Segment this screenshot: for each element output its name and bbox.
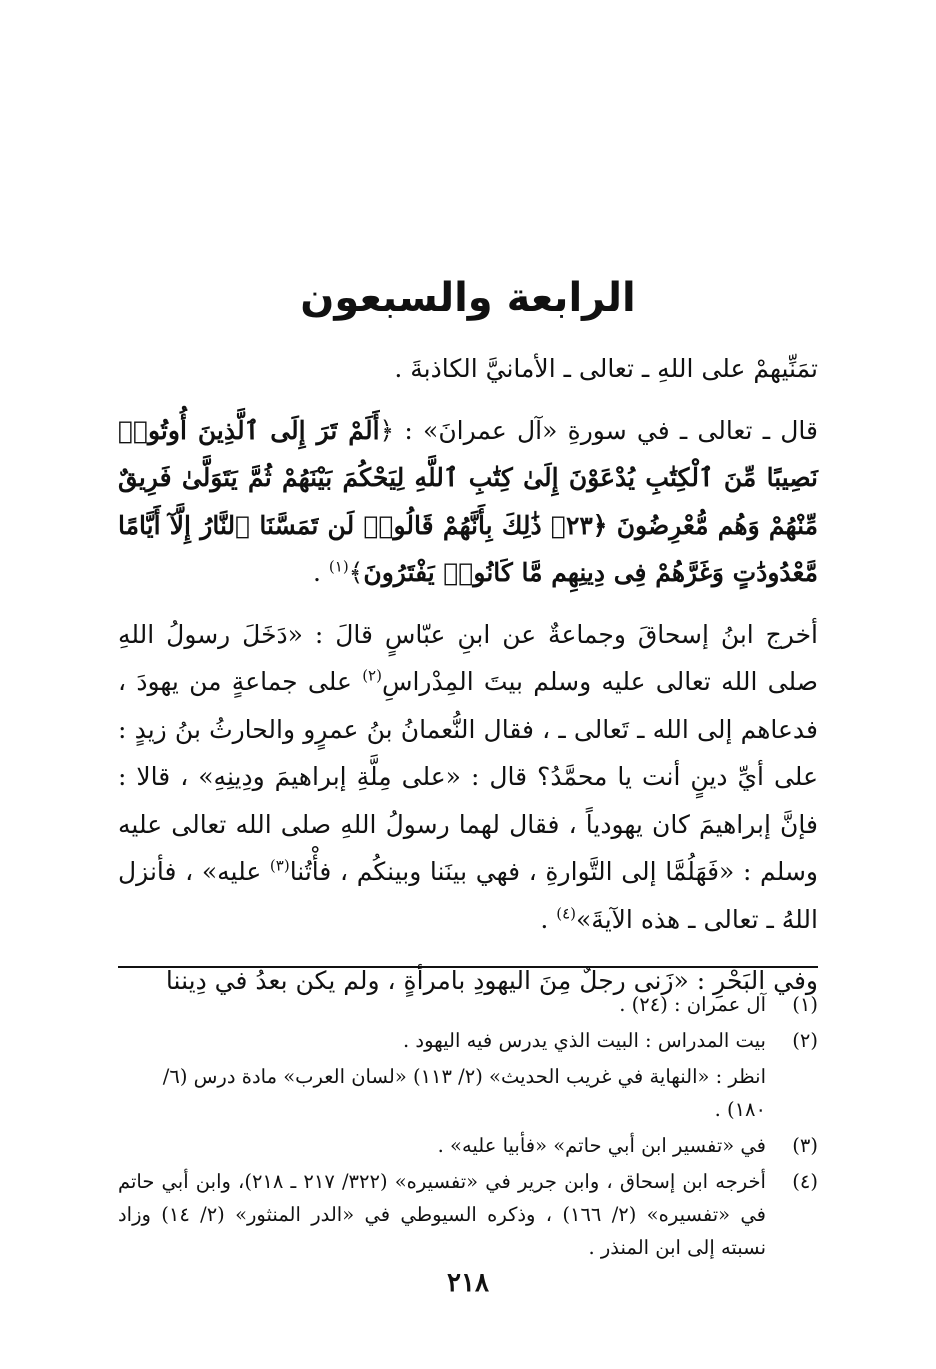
footnote-1: [118, 988, 818, 1021]
verse-end: .: [312, 558, 329, 587]
footnote-number: (١): [792, 993, 818, 1016]
footnote-text: بيت المدراس : البيت الذي يدرس فيه اليهود .: [403, 1029, 766, 1052]
footnote-ref-3[interactable]: (٣): [269, 856, 290, 875]
verse-close-bracket: ﴾: [348, 558, 364, 587]
verse-intro: قال ـ تعالى ـ في سورةِ «آل عمرانَ» :: [404, 415, 818, 445]
footnote-text: في «تفسير ابن أبي حاتم» «فأبيا عليه» .: [437, 1134, 766, 1157]
paragraph-verse: [118, 407, 818, 597]
paragraph-bahr: وفي البَحْرِ : «زَنى رجلٌ مِنَ اليهودِ بامرأةٍ ، ولم يكن بعدُ في دِيننا: [165, 966, 818, 995]
footnote-ref-1[interactable]: (١): [328, 557, 349, 576]
footnotes: [118, 988, 818, 1267]
footnote-text: أخرجه ابن إسحاق ، وابن جرير في «تفسيره» (٣٢٢/ ٢١٧ ـ ٢١٨)، وابن أبي حاتم في «تفسيره» (٢/ ١٦٦) ، وذكره السيوطي في «الدر المنثور» (٢/ ١٤) وزاد نسبته إلى ابن المنذر .: [118, 1170, 766, 1259]
footnote-2-reference: انظر : «النهاية في غريب الحديث» (٢/ ١١٣) «لسان العرب» مادة درس (٦/ ١٨٠) .: [162, 1065, 766, 1121]
page-number: ٢١٨: [447, 1268, 489, 1298]
footnote-4: [118, 1165, 818, 1264]
footnote-text: آل عمران : (٢٤) .: [619, 993, 766, 1016]
main-text: [118, 345, 818, 1005]
hadith-part-c: عليه» ، فأنزل اللهُ ـ تعالى ـ هذه الآيةَ»: [118, 857, 818, 934]
footnote-3: [118, 1129, 818, 1162]
quran-verse: أَلَمْ تَرَ إِلَى ٱلَّذِينَ أُوتُوا۟ نَصِيبًا مِّنَ ٱلْكِتَٰبِ يُدْعَوْنَ إِلَىٰ كِتَٰبِ ٱللَّهِ لِيَحْكُمَ بَيْنَهُمْ ثُمَّ يَتَوَلَّىٰ فَرِيقٌ مِّنْهُمْ وَهُم مُّعْرِضُونَ ﴿٢٣﴾ ذَٰلِكَ بِأَنَّهُمْ قَالُوا۟ لَن تَمَسَّنَا ٱلنَّارُ إِلَّآ أَيَّامًا مَّعْدُودَٰتٍ وَغَرَّهُمْ فِى دِينِهِم مَّا كَانُوا۟ يَفْتَرُونَ: [118, 415, 819, 587]
hadith-end: .: [540, 904, 557, 934]
footnote-number: (٣): [792, 1134, 818, 1157]
paragraph-hadith: [118, 611, 818, 944]
footnote-ref-4[interactable]: (٤): [556, 904, 577, 923]
verse-open-bracket: ﴿: [379, 415, 395, 445]
hadith-part-a: أخرج ابنُ إسحاقَ وجماعةٌ عن ابنِ عبّاسٍ قالَ : «دَخَلَ رسولُ اللهِ صلى الله تعالى عليه وسلم بيتَ المِدْراسِ: [118, 619, 818, 696]
footnote-number: (٤): [792, 1170, 818, 1193]
footnote-2: [118, 1024, 818, 1057]
chapter-title: الرابعة والسبعون: [300, 274, 636, 321]
footnote-ref-2[interactable]: (٢): [362, 666, 382, 685]
footnote-number: (٢): [792, 1029, 818, 1052]
footnote-divider: [118, 966, 818, 968]
paragraph-intro: تمَنِّيهمْ على اللهِ ـ تعالى ـ الأمانيَّ الكاذبةَ .: [394, 354, 818, 383]
hadith-part-b: على جماعةٍ من يهودَ ، فدعاهم إلى الله ـ تَعالى ـ ، فقال النُّعمانُ بنُ عمرٍو والحارثُ بنُ زيدٍ : على أيِّ دينٍ أنت يا محمَّدُ؟ قال : «على مِلَّةِ إبراهيمَ ودِينِهِ» ، قالا : فإنَّ إبراهيمَ كان يهودياً ، فقال لهما رسولُ اللهِ صلى الله تعالى عليه وسلم : «فَهَلُمَّا إلى التَّوارةِ ، فهي بينَنا وبينكُم ، فأْتُنا: [118, 667, 818, 886]
